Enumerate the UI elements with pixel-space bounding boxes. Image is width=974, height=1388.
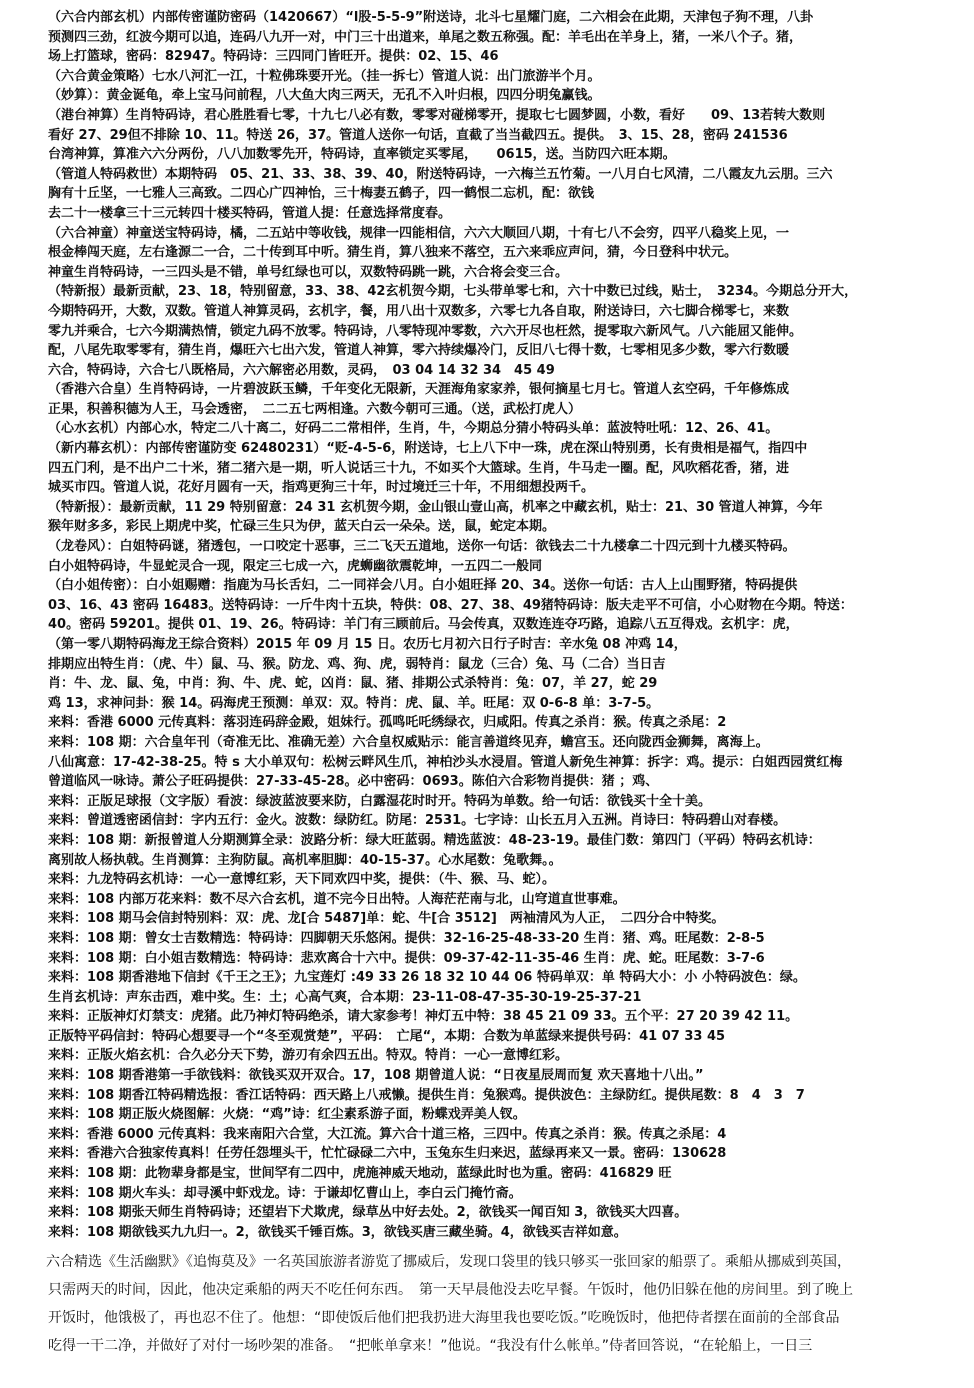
text-line: （白小姐传密）：白小姐赐赠：指鹿为马长舌妇，二一同祥会八月。白小姐旺择 20、34。送你一句话：古人上山围野猪，特码提供 <box>48 578 798 594</box>
text-line: （六合黄金策略）七水八河汇一江，十粒佛珠要开光。（挂一拆七）管道人说：出门旅游半个月。 <box>48 68 601 84</box>
text-line: 台湾神算，算准六六分两份，八八加数零先开，特码诗，直率锁定买零尾， 0615，送。当防四六旺本期。 <box>48 147 676 163</box>
text-line: 预测四三劲，红波今期可以追，连码八九开一对，中门三十出道来，单尾之数五称强。配：羊毛出在羊身上，猪，一米八个子。猪， <box>48 29 803 45</box>
text-line: 来料：香港 6000 元传真料：我来南阳六合堂，大江流。算六合十道三格，三四中。传真之杀肖：猴。传真之杀尾：4 <box>48 1126 727 1142</box>
text-line: 来料：108 期：新报曾道人分期测算全录：波路分析：绿大旺蓝弱。精选蓝波：48-23-19。最佳门数：第四门（平码）特码玄机诗： <box>48 832 821 848</box>
text-line: 白小姐特码诗，牛显蛇灵合一现，限定三七成一六，虎蛳幽欲震乾坤，一五四二一般同 <box>48 558 543 574</box>
text-line: 四五门利，是不出户二十米，猪二猪六是一期，听人说话三十九，不如买个大篮球。生肖，牛马走一圈。配，风吹稻花香，猪，进 <box>48 460 790 476</box>
text-line: 来料：108 期香江特码精选报：香江话特码：西天路上八戒懒。提供生肖：兔猴鸡。提供波色：主绿防红。提供尾数：8 4 3 7 <box>48 1087 805 1103</box>
text-line: 生肖玄机诗：声东击西，难中奖。生：土；心高气爽，合本期：23-11-08-47-35-30-19-25-37-21 <box>48 989 642 1005</box>
text-line: 六合，特码诗，六合七八既格局，六六解密必用数，灵码， 03 04 14 32 34 45 49 <box>48 362 555 378</box>
text-line: 神童生肖特码诗，一三四头是不错，单号红绿也可以，双数特码跳一跳，六合将会变三合。 <box>48 264 569 280</box>
article-text-block <box>48 8 938 1242</box>
text-line: （第一零八期特码海龙王综合资料）2015 年 09 月 15 日。农历七月初六日行子时吉：辛水兔 08 冲鸡 14， <box>48 637 687 652</box>
story-line: 开饭时，他饿极了，再也忍不住了。他想：“即使饭后他们把我扔进大海里我也要吃饭。”吃晚饭时，他把侍者摆在面前的全部食品 <box>48 1310 840 1327</box>
text-line: 来料：108 期：曾女士吉数精选：特码诗：四脚朝天乐悠闲。提供：32-16-25-48-33-20 生肖：猪、鸡。旺尾数：2-8-5 <box>48 930 765 946</box>
text-line: 排期应出特生肖：（虎、牛）鼠、马、猴。防龙、鸡、狗、虎，弱特肖：鼠龙（三合）兔、马（二合）当日吉 <box>48 656 666 672</box>
text-line: 离别故人杨执戟。生肖测算：主狗防鼠。高机率胆脚：40-15-37。心水尾数：兔歌舞。。 <box>48 852 562 868</box>
text-line: 零九并乘合，七六今期满热情，锁定九码不放零。特码诗，八零特现冲零数，六六开尽也枉然，提零取六新风气。八六能屈又能伸。 <box>48 323 803 339</box>
text-line: （管道人特码救世）本期特码 05、21、33、38、39、40，附送特码诗，一六梅兰五竹菊。一八月白七风清，二八霞友九云朋。三六 <box>48 166 833 182</box>
text-line: 猴年财多多，彩民上期虎中奖，忙碌三生只为伊，蓝天白云一朵朵。送，鼠，蛇定本期。 <box>48 519 556 535</box>
text-line: （港台神算）生肖特码诗，君心胜胜看七零，十九七八必有数，零零对碰梯零开，提取七七圆梦圆，小数，看好 09、13若转大数则 <box>48 107 826 123</box>
text-line: 正果，积善积德为人王，马会透密， 二二五七两相逢。六数今朝可三通。（送，武松打虎人） <box>48 401 582 417</box>
text-line: 八仙寓意：17-42-38-25。特 s 大小单双句：松树云畔风生爪，神柏沙头水浸眉。管道人新免生神算：拆字：鸡。提示：白姐西园赏红梅 <box>48 754 843 770</box>
text-line: 城买市四。管道人说，花好月圆有一天，指鸡更狗三十年，时过境迁三十年，不用细想投两千。 <box>48 480 595 496</box>
text-line: 曾道临风一咏诗。萧公子旺码提供：27-33-45-28。必中密码：0693。陈伯六合彩物肖提供：猪 ；鸡、 <box>48 774 659 790</box>
text-line: 40。密码 59201。提供 01、19、26。特码诗：羊门有三顾前后。马会传真，双数连连夺巧路，追踪八五互得戏。玄机字：虎， <box>48 617 799 633</box>
text-line: 来料：正版足球报（文字版）看波：绿波蓝波要来防，白露湿花时时开。特码为单数。给一句话：欲钱买十全十美。 <box>48 793 712 809</box>
text-line: 来料：108 期香港地下信封《千王之王》；九宝莲灯 :49 33 26 18 32 10 44 06 特码单双：单 特码大小：小 小特码波色：绿。 <box>48 970 806 986</box>
text-line: 来料：108 期：六合皇年刊（奇准无比、准确无差）六合皇权威贴示：能言善道终见弃，蟾宫玉。还向陇西金狮舞，离海上。 <box>48 734 769 750</box>
story-line: 六合精选《生活幽默》《追悔莫及》一名英国旅游者游览了挪威后，发现口袋里的钱只够买一张回家的船票了。乘船从挪威到英国， <box>46 1254 851 1271</box>
text-line: 来料：108 期香港第一手欲钱料：欲钱买双开双合。17，108 期曾道人说：“日夜星辰周而复 欢天喜地十八出。” <box>48 1068 704 1084</box>
text-line: （龙卷风）：白姐特码谜，猪透包，一口咬定十恶事，三二飞天五道地，送你一句话：欲钱去二十九楼拿二十四元到十九楼买特码。 <box>48 539 796 555</box>
text-line: 来料：108 期马会信封特别料：双：虎、龙[合 5487]单：蛇、牛[合 3512] 两袖清风为人正， 二四分合中特奖。 <box>48 911 725 927</box>
text-line: 配，八尾先取零零有，猜生肖，爆旺六七出六发，管道人神算，零六持续爆冷门，反旧八七得十数，七零相见多少数，零六行数暖 <box>48 343 790 359</box>
text-line: 去二十一楼拿三十三元转四十楼买特码，管道人提：任意选择常度春。 <box>48 205 452 221</box>
text-line: 来料：108 期：此物辈身都是宝，世间罕有二四中，虎施神威天地动，蓝绿此时也为重。密码：416829 旺 <box>48 1166 672 1182</box>
text-line: 来料：108 内部万花来料：数不尽六合玄机，道不完今日出特。人海茫茫南与北，山穹道直世事难。 <box>48 891 626 907</box>
text-line: 来料：108 期：白小姐吉数精选：特码诗：悲欢离合十六中。提供：09-37-42-11-35-46 生肖：虎、蛇。旺尾数：3-7-6 <box>48 950 765 966</box>
text-line: （妙算）：黄金诞龟，牵上宝马问前程，八大鱼大肉三两天，无孔不入叶归根，四四分明兔赢钱。 <box>48 88 601 104</box>
text-line: （心水玄机）内部心水，特定二八十离二，好码二二常相伴，生肖，牛，今期总分猜小特码头单：蓝波特吐吼：12、26、41。 <box>48 421 779 437</box>
text-line: （特新报）最新贡献，23、18，特别留意，33、38、42玄机贺今期，七头带单零七和，六十中数已过线，贴士， 3234。今期总分开大， <box>48 284 858 300</box>
text-line: 来料：108 期正版火烧图解：火烧：“鸡”诗：红尘素系游子面，粉蝶戏弄美人钗。 <box>48 1107 526 1123</box>
text-line: 场上打篮球，密码：82947。特码诗：三四同门皆旺开。提供：02、15、46 <box>48 49 499 65</box>
text-line: 正版特平码信封：特码心想要寻一个“冬至观赏楚”，平码： 亡尾“，本期：合数为单蓝绿来提供号码：41 07 33 45 <box>48 1028 726 1044</box>
text-line: 来料：曾道透密函信封：字内五行：金火。波数：绿防红。防尾：2531。七字诗：山长五月入五洲。肖诗曰：特码碧山对春楼。 <box>48 813 787 829</box>
text-line: 今期特码开，大数，双数。管道人神算灵码，玄机字，餐，用八出十双数多，六零七九各自取，附送诗曰，六七脚合梯零七，来数 <box>48 303 790 319</box>
text-line: 根金棒闯天庭，左右逢源二一合，二十传到耳中听。猜生肖，算八独来不落空，五六来乖应声问，猜，今日登科中状元。 <box>48 245 738 261</box>
humor-story-block <box>48 1248 938 1360</box>
text-line: 03、16、43 密码 16483。送特码诗：一斤牛肉十五块，特供：08、27、38、49猪特码诗：版夫走平不可信，小心财物在今期。特送： <box>48 597 853 613</box>
text-line: （六合神童）神童送宝特码诗，橘，二五站中等收钱，规律一四能相信，六六大顺回八期，十有七八不会穷，四平八稳奖上见，一 <box>48 225 790 241</box>
text-line: （香港六合皇）生肖特码诗，一片碧波跃玉鳞，千年变化无限新，天涯海角家家养，银何摘星七月七。管道人玄空码，千年修炼成 <box>48 382 790 398</box>
story-line: 只需两天的时间，因此，他决定乘船的两天不吃任何东西。 第一天早晨他没去吃早餐。午饭时，他仍旧躲在他的房间里。到了晚上 <box>48 1282 853 1299</box>
text-line: （特新报）：最新贡献，11 29 特别留意：24 31 玄机贺今期，金山银山壹山高，机率之中藏玄机，贴士：21、30 管道人神算，今年 <box>48 499 823 515</box>
text-line: 鸡 13，求神问卦：猴 14。码海虎王预测：单双：双。特肖：虎、鼠、羊。旺尾：双 0-6-8 单：3-7-5。 <box>48 695 660 711</box>
text-line: 来料：九龙特码玄机诗：一心一意博红彩，天下同欢四中奖，提供：（牛、猴、马、蛇）。 <box>48 872 556 888</box>
text-line: （新内幕玄机）：内部传密谨防变 62480231）“贬-4-5-6，附送诗，七上八下中一珠，虎在深山特别勇，长有贵相是福气，指四中 <box>48 441 808 457</box>
text-line: （六合内部玄机）内部传密谨防密码（1420667）“l股-5-5-9”附送诗，北斗七星耀门庭，二六相会在此期，天津包子狗不理，八卦 <box>48 10 814 25</box>
text-line: 来料：108 期欲钱买九九归一。2，欲钱买千锤百炼。3，欲钱买唐三藏坐骑。4，欲钱买吉祥如意。 <box>48 1224 627 1240</box>
story-line: 吃得一干二净，并做好了对付一场吵架的准备。 “把帐单拿来！”他说。“我没有什么帐单。”侍者回答说，“在轮船上，一日三 <box>48 1338 813 1355</box>
text-line: 胸有十丘坚，一七雅人三高致。二四心广四神怡，三十梅妻五鹤子，四一鹤恨二忘机，配：欲钱 <box>48 186 595 202</box>
text-line: 来料：正版神灯灯禁支：虎猪。此乃神灯特码绝杀，请大家参考！神灯五中特：38 45 21 09 33。五个平：27 20 39 42 11。 <box>48 1009 799 1025</box>
text-line: 来料：香港六合独家传真料！任劳任怨埋头干，忙忙碌碌二六中，玉兔东生归来迟，蓝绿再来又一景。密码：130628 <box>48 1146 727 1162</box>
text-line: 来料：108 期火车头：却寻溪中虾戏龙。诗：于谦却忆曹山上，李白云门掩竹斋。 <box>48 1185 522 1201</box>
text-line: 来料：108 期张天师生肖特码诗；还望岩下犬欺虎，绿草丛中好去处。2，欲钱买一闻百知 3，欲钱买大四喜。 <box>48 1205 688 1221</box>
text-line: 肖：牛、龙、鼠、兔，中肖：狗、牛、虎、蛇，凶肖：鼠、猪、排期公式杀特肖：兔：07，羊 27，蛇 29 <box>48 676 658 692</box>
text-line: 来料：正版火焰玄机：合久必分天下势，游刃有余四五出。特双。特肖：一心一意博红彩。 <box>48 1048 569 1064</box>
text-line: 看好 27、29但不排除 10、11。特送 26，37。管道人送你一句话，直截了当当截四五。提供。 3、15、28，密码 241536 <box>48 127 788 143</box>
text-line: 来料：香港 6000 元传真料：落羽连码辞金殿，姐妹行。孤鸣吒吒绣绿衣，归咸阳。传真之杀肖：猴。传真之杀尾：2 <box>48 715 727 731</box>
